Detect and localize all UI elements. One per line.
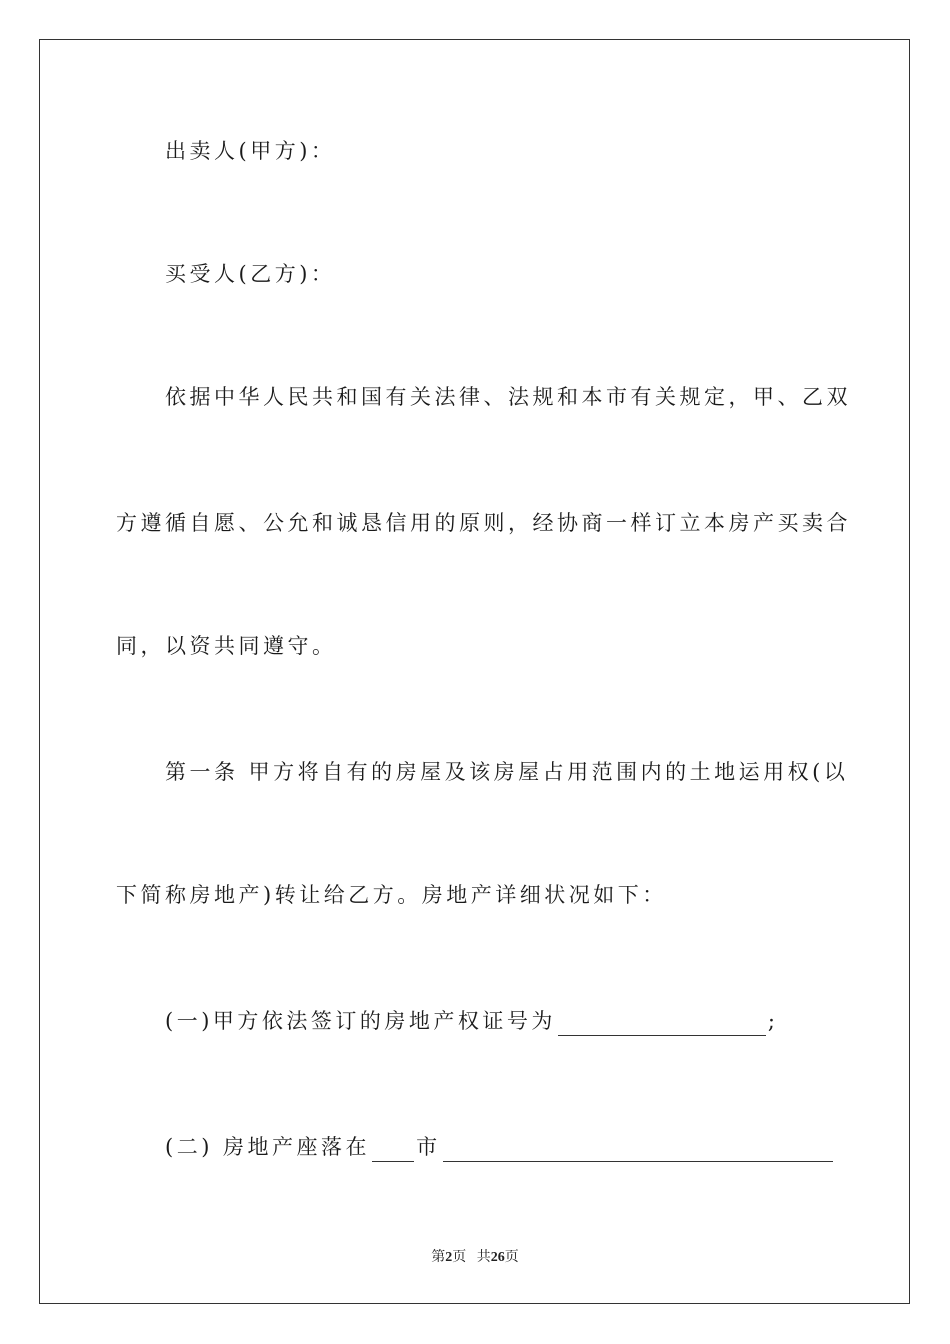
total-suffix: 页 bbox=[504, 1250, 519, 1265]
page-suffix: 页 bbox=[452, 1250, 467, 1265]
address-blank[interactable] bbox=[443, 1139, 833, 1162]
certificate-number-blank[interactable] bbox=[558, 1013, 766, 1036]
city-blank[interactable] bbox=[372, 1139, 414, 1162]
total-pages: 26 bbox=[490, 1250, 505, 1265]
item-two-text: (二) 房地产座落在 bbox=[165, 1135, 371, 1159]
preamble-line-2: 方遵循自愿、公允和诚恳信用的原则，经协商一样订立本房产买卖合 bbox=[116, 511, 851, 535]
page-number: 2 bbox=[445, 1250, 453, 1265]
item-one-semicolon: ; bbox=[767, 1009, 779, 1033]
article-one-line-2: 下简称房地产)转让给乙方。房地产详细状况如下： bbox=[116, 883, 667, 907]
page-border bbox=[39, 39, 910, 1304]
page-footer bbox=[0, 1246, 950, 1266]
item-two-line bbox=[165, 1132, 885, 1162]
item-two-city: 市 bbox=[416, 1135, 441, 1159]
page-prefix: 第 bbox=[431, 1250, 446, 1265]
preamble-line-1: 依据中华人民共和国有关法律、法规和本市有关规定，甲、乙双 bbox=[165, 385, 851, 409]
article-one-line-1: 第一条 甲方将自有的房屋及该房屋占用范围内的土地运用权(以 bbox=[165, 760, 849, 784]
seller-label: 出卖人(甲方)： bbox=[165, 139, 336, 163]
buyer-label: 买受人(乙方)： bbox=[165, 262, 336, 286]
preamble-line-3: 同，以资共同遵守。 bbox=[116, 634, 337, 658]
item-one-line bbox=[165, 1006, 885, 1036]
item-one-text: (一)甲方依法签订的房地产权证号为 bbox=[165, 1009, 556, 1033]
total-prefix: 共 bbox=[476, 1250, 491, 1265]
